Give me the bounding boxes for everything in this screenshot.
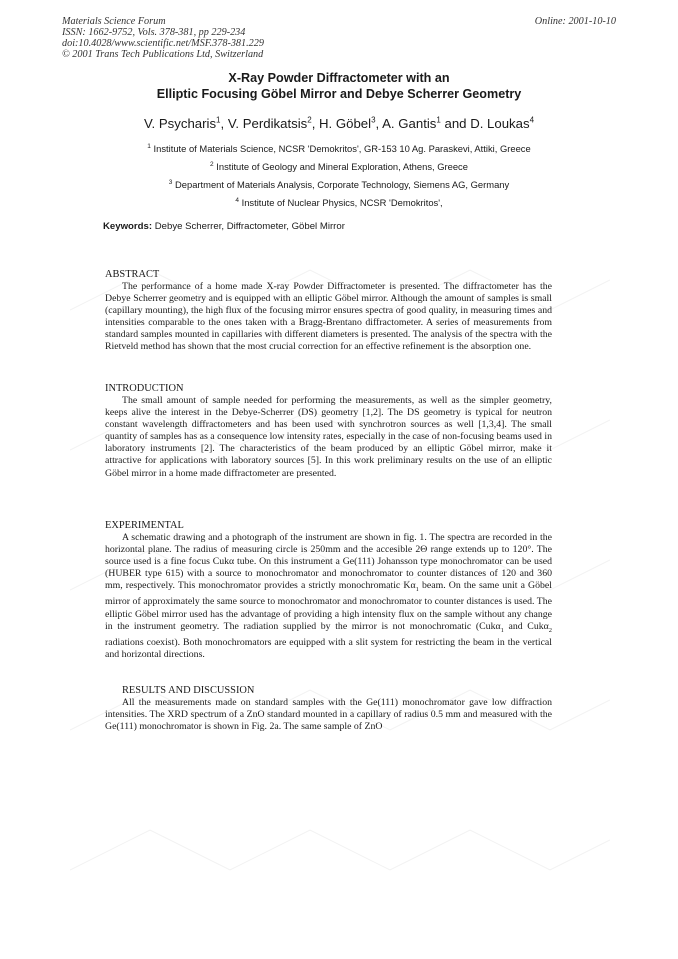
- keywords: [103, 221, 345, 232]
- results-text: All the measurements made on standard samples with the Ge(111) monochromator gave low diffraction intensities. The XRD spectrum of a ZnO standard mounted in a capillary of radius 0.5 mm and measured with the Ge(111) monochromator is shown in Fig. 2a. The same sample of ZnO: [105, 697, 552, 733]
- section-heading: ABSTRACT: [105, 269, 160, 280]
- affiliation: $^1$ Institute of Materials Science, NCSR 'Demokritos', GR-153 10 Ag. Paraskevi, Attiki, Greece: [147, 143, 531, 155]
- affiliation: $^2$ Institute of Geology and Mineral Exploration, Athens, Greece: [210, 161, 468, 173]
- introduction-section: [105, 382, 552, 480]
- keywords-label: Keywords:: [103, 221, 153, 232]
- paper-title: [0, 71, 678, 102]
- issn-line: ISSN: 1662-9752, Vols. 378-381, pp 229-234: [62, 27, 246, 38]
- experimental-text: A schematic drawing and a photograph of the instrument are shown in fig. 1. The spectra are recorded in the horizontal plane. The radius of measuring circle is 250mm and the accesible 2Θ range extends up to 120°. The source used is a fine focus Cukα tube. On this instrument a Ge(111) Johansson type monochromator can be used (HUBER type 615) with a source to monochromator and monochromator to counter distances of 120 and 360 mm, respectively. This monochromator provides a strictly monochromatic $K\alpha_1$ beam. On the same unit a Göbel mirror of approximately the same source to monochromator and monochromator to counter distances is used. The elliptic Göbel mirror used has the advantage of providing a high intensity flux on the sample without any change in the instrument geometry. The radiation supplied by the mirror is not monochromatic (Cukα$_1$ and Cukα$_2$ radiations coexist). Both monochromators are equipped with a slit system for restricting the beam in the vertical and horizontal directions.: [105, 532, 552, 660]
- affiliation: $^4$ Institute of Nuclear Physics, NCSR 'Demokritos',: [235, 197, 443, 209]
- author-list: [0, 116, 678, 131]
- author: V. Perdikatsis$^2$,: [227, 116, 320, 132]
- publication-header: [62, 16, 264, 60]
- experimental-section: [105, 519, 552, 661]
- results-section: [105, 684, 552, 733]
- section-heading: INTRODUCTION: [105, 383, 184, 394]
- abstract-text: The performance of a home made X-ray Powder Diffractometer is presented. The diffractometer has the Debye Scherrer geometry and is equipped with an elliptic Göbel mirror. Although the amount of samples is small (capillary mounting), the high flux of the focusing mirror ensures spectra of good quality, in measuring times and intensities comparable to the ones taken with a Bragg-Brentano diffractometer. A series of measurements from standard samples mounted in capillaries with different diameters is presented. The analysis of the spectra with the Rietveld method has shown that the most crucial correction for an effective refinement is the absorption one.: [105, 281, 552, 353]
- doi-link[interactable]: doi:10.4028/www.scientific.net/MSF.378-381.229: [62, 38, 264, 49]
- title-line-1: X-Ray Powder Diffractometer with an: [228, 71, 450, 85]
- abstract-section: [105, 268, 552, 354]
- copyright-line: © 2001 Trans Tech Publications Ltd, Switzerland: [62, 49, 264, 60]
- author: D. Loukas$^4$: [470, 116, 535, 132]
- title-line-2: Elliptic Focusing Göbel Mirror and Debye Scherrer Geometry: [156, 86, 522, 101]
- author: A. Gantis$^1$ and: [382, 116, 471, 132]
- section-heading: EXPERIMENTAL: [105, 520, 184, 531]
- keywords-text: Debye Scherrer, Diffractometer, Göbel Mirror: [154, 221, 345, 232]
- section-heading: RESULTS AND DISCUSSION: [122, 685, 255, 696]
- affiliation-list: [0, 139, 678, 212]
- author: H. Göbel$^3$,: [319, 116, 383, 132]
- affiliation: $^3$ Department of Materials Analysis, Corporate Technology, Siemens AG, Germany: [168, 179, 510, 191]
- introduction-text: The small amount of sample needed for performing the measurements, as well as the simpler geometry, keeps alive the interest in the Debye-Scherrer (DS) geometry [1,2]. The DS geometry is typical for neutron constant wavelength diffractometers and has been used with synchrotron sources as well [1,3,4]. The small quantity of samples has as a consequence low intensity rates, especially in the case of non-focusing beams used in laboratory instruments [2]. The characteristics of the beam produced by an elliptic Göbel mirror, make it attractive for applications with laboratory sources [5]. In this work preliminary results on the use of an elliptic Göbel mirror in a home made diffractometer are presented.: [105, 395, 552, 479]
- author: V. Psycharis$^1$,: [143, 116, 228, 132]
- online-date: Online: 2001-10-10: [534, 16, 616, 27]
- journal-name: Materials Science Forum: [62, 16, 166, 27]
